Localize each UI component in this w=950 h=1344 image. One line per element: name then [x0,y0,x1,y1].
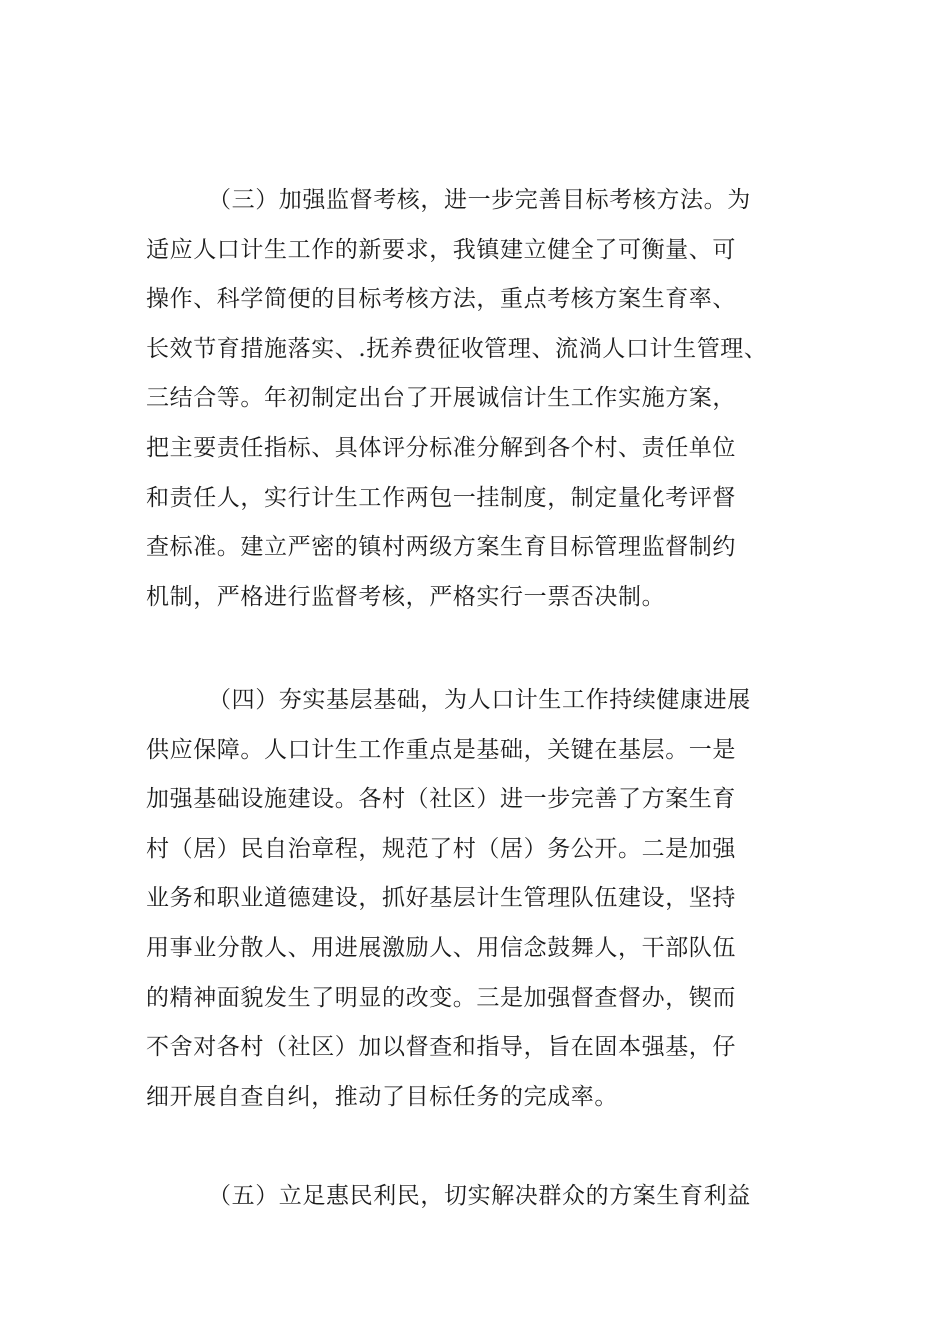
paragraph-line: 三结合等。年初制定出台了开展诚信计生工作实施方案， [146,385,736,412]
paragraph-line: 机制，严格进行监督考核，严格实行一票否决制。 [146,583,666,610]
paragraph-line: 村（居）民自治章程，规范了村（居）务公开。二是加强 [146,835,736,862]
paragraph-4-grassroots [146,676,846,1122]
paragraph-line: （三）加强监督考核，进一步完善目标考核方法。为 [208,187,751,213]
paragraph-line: 长效节育措施落实、.抚养费征收管理、流淌人口计生管理、 [146,335,768,362]
paragraph-line: 细开展自查自纠，推动了目标任务的完成率。 [146,1083,618,1110]
paragraph-line: 查标准。建立严密的镇村两级方案生育目标管理监督制约 [146,534,736,561]
paragraph-3-assessment [146,176,846,622]
paragraph-line: 把主要责任指标、具体评分标准分解到各个村、责任单位 [146,434,736,461]
paragraph-line: 业务和职业道德建设，抓好基层计生管理队伍建设，坚持 [146,885,736,912]
paragraph-5-benefits [146,1172,846,1222]
paragraph-line: 适应人口计生工作的新要求，我镇建立健全了可衡量、可 [146,236,736,263]
paragraph-line: 的精神面貌发生了明显的改变。三是加强督查督办，锲而 [146,984,736,1011]
paragraph-line: 操作、科学简便的目标考核方法，重点考核方案生育率、 [146,286,736,313]
paragraph-line: 不舍对各村（社区）加以督查和指导，旨在固本强基，仔 [146,1034,736,1061]
paragraph-line: （五）立足惠民利民，切实解决群众的方案生育利益 [208,1183,751,1209]
paragraph-line: （四）夯实基层基础，为人口计生工作持续健康进展 [208,687,751,713]
paragraph-line: 和责任人，实行计生工作两包一挂制度，制定量化考评督 [146,484,736,511]
paragraph-line: 用事业分散人、用进展激励人、用信念鼓舞人，干部队伍 [146,934,736,961]
paragraph-line: 供应保障。人口计生工作重点是基础，关键在基层。一是 [146,736,736,763]
paragraph-line: 加强基础设施建设。各村（社区）进一步完善了方案生育 [146,786,736,813]
